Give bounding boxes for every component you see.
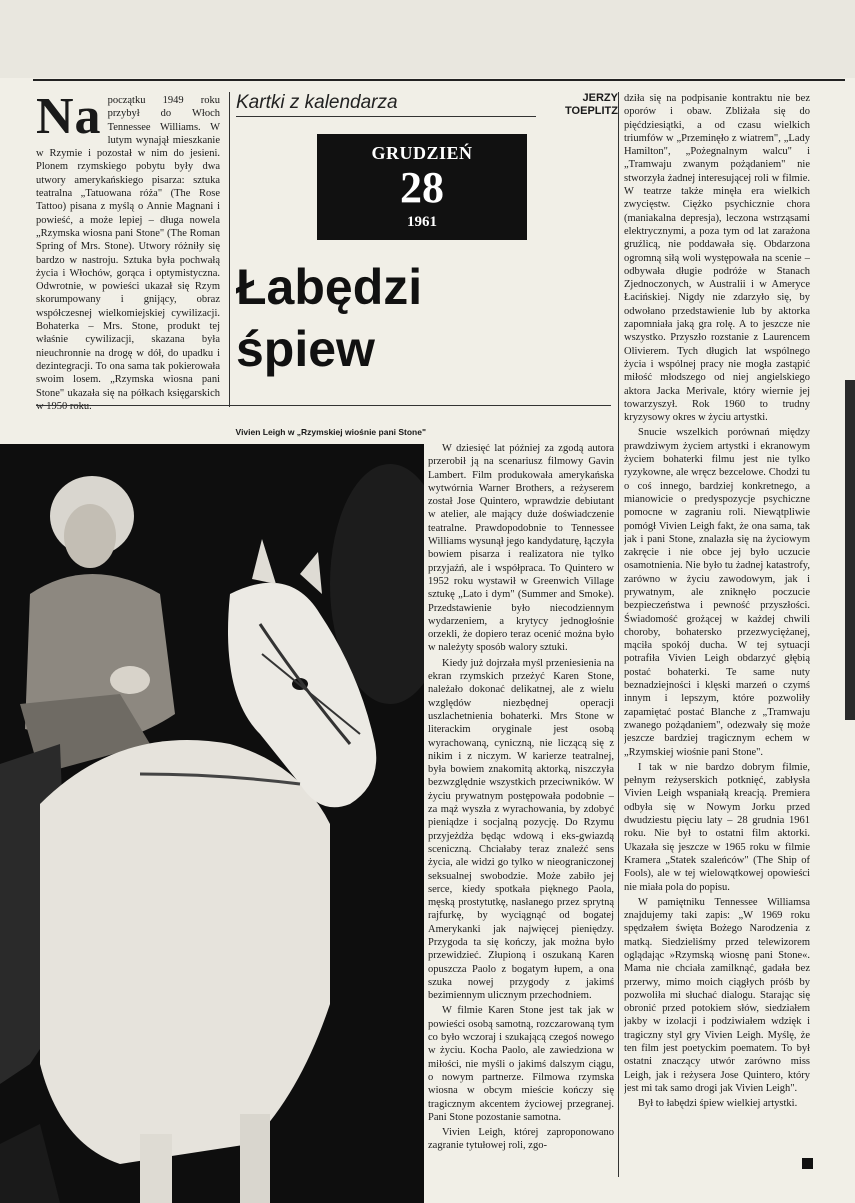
title-line-2: śpiew — [236, 321, 375, 377]
page-top-margin — [0, 0, 855, 78]
section-label: Kartki z kalendarza — [236, 92, 536, 117]
date-box — [317, 134, 527, 240]
header-rule — [33, 79, 845, 81]
date-year: 1961 — [407, 214, 437, 230]
intro-text: początku 1949 roku przybył do Włoch Tennessee Williams. W lutym wynajął mieszkanie w Rzymie i pozostał w nim do jesieni. Plonem rzymskiego pobytu były dwa utwory amerykańskiego pisarza: sztuka teatralna „Tatuowana róża" (The Rose Tattoo) pisana z myślą o Annie Magnani i powieść, a może lepiej – długa nowela „Rzymska wiosna pani Stone" (The Roman Spring of Mrs. Stone). Utwory różniły się bardzo w nastroju. Sztuka była pochwałą życia i Włochów, gorąca i optymistyczna. Odwrotnie, w powieści ukazał się Rzym skorumpowany i gnijący, obraz współczesnej wielkomiejskiej cywilizacji. Bohaterka – Mrs. Stone, produkt tej właśnie cywilizacji, skazana była nieuchronnie na drogę w dół, do upadku i dezintegracji. To ona sama tak pokierowała swoim losem. „Rzymska wiosna pani Stone" ukazała się na półkach księgarskich — [36, 95, 220, 399]
page-edge-strip — [845, 380, 855, 720]
mid-paragraph: W dziesięć lat później za zgodą autora przerobił ją na scenariusz filmowy Gavin Lambert. Film produkowała amerykańska wytwórnia Warner Brothers, a reżyserem został Jose Quintero, wprawdzie debiutant w atelier, ale mający duże doświadczenie teatralne. Prawdopodobnie to Tennessee Williams wysunął jego kandydaturę, łączyła bowiem pisarza i realizatora nie tylko przyjaźń, ale i współpraca. To Quintero w 1952 roku wystawił w Greenwich Village sztukę „Lato i dym" (Summer and Smoke). Przedstawienie było niecodziennym wydarzeniem, a krytycy jednogłośnie orzekli, że dopiero teraz ocenić można było w należyty sposób walory sztuki. — [428, 443, 614, 654]
film-still-photo — [0, 444, 424, 1203]
author-byline: JERZY TOEPLITZ — [565, 92, 618, 117]
title-line-1: Łabędzi — [236, 259, 423, 315]
intro-column — [36, 94, 220, 410]
right-column — [624, 92, 810, 1177]
mid-paragraph: Vivien Leigh, której zaproponowano zagranie tytułowej roli, zgo- — [428, 1127, 614, 1152]
end-of-article-mark — [802, 1158, 813, 1169]
article-title — [236, 256, 566, 380]
right-paragraph: I tak w nie bardzo dobrym filmie, pełnym reżyserskich potknięć, zabłysła Vivien Leigh wspaniałą kreacją. Premiera odbyła się w Nowym Jorku przed dwudziestu pięciu laty – 28 grudnia 1961 roku. Nie był to ostatni film aktorki. Ukazała się jeszcze w 1965 roku w filmie Kramera „Statek szaleńców" (The Ship of Fools), ale w tej wielowątkowej opowieści nie miała pola do popisu. — [624, 761, 810, 893]
photo-caption: Vivien Leigh w „Rzymskiej wiośnie pani Stone" — [235, 427, 426, 437]
right-paragraph: Był to łabędzi śpiew wielkiej artystki. — [638, 1098, 798, 1110]
middle-divider — [618, 92, 619, 1177]
mid-paragraph: W filmie Karen Stone jest tak jak w powieści osobą samotną, rozczarowaną tym co było wczoraj i szukającą czegoś nowego w życiu. Kocha Paolo, ale zawiedziona w miłości, nie myśli o jakimś dalszym ciągu, o nowym partnerze. Filmowa rzymska wiosna w obcym mieście kończy się tragicznym akcentem życiowej przegranej. Pani Stone pozostanie samotna. — [428, 1005, 614, 1123]
date-month: GRUDZIEŃ — [371, 143, 473, 163]
intro-divider — [229, 92, 230, 407]
mid-paragraph: Kiedy już dojrzała myśl przeniesienia na ekran rzymskich przeżyć Karen Stone, należało dokonać delikatnej, ale z wielu względów niezbędnej operacji uszlachetnienia bohaterki. Mrs Stone w literackim oryginale jest osobą wyrachowaną, cyniczną, nie liczącą się z nikim i z niczym. W karierze teatralnej, była bowiem znakomitą aktorką, niszczyła bezwzględnie wszystkich przeciwników. W życiu prywatnym postępowała podobnie – za mąż wyszła z wyrachowania, by zdobyć pieniądze i socjalną pozycję. Do Rzymu przyjeżdża będąc wdową i eks-gwiazdą sceniczną. Chciałaby teraz znaleźć sens życia, ale widzi go tylko w nieograniczonej seksualnej swobodzie. Może zabiło jej serce, kiedy spotkała pięknego Paola, męską prostytutkę, nasłanego przez sprytną rajfurkę, by wyciągnąć od bogatej Amerykanki jak najwięcej pieniędzy. Przygoda ta się kończy, jak można było przewidzieć. Złupioną i oszukaną Karen opuszcza Paolo z bogatym łupem, a ona szuka nowej przygody z jakimś bezimiennym ulicznym przechodniem. — [428, 657, 614, 1002]
right-paragraph: W pamiętniku Tennessee Williamsa znajdujemy taki zapis: „W 1969 roku spędzałem święta Bożego Narodzenia z matką. Siedzieliśmy przed telewizorem oglądając »Rzymską wiosnę pani Stone«. Mama nie chciała zamilknąć, gadała bez przerwy, mimo moich ciągłych próśb by pozwoliła mi słuchać dialogu. Starając się obronić przed potokiem słów, siedziałem jakby w izolacji i podziwiałem wdzięk i tragiczny styl gry Vivien Leigh. Myślę, że ten film jest poetyckim poematem. To był ostatni znaczący utwór zarówno miss Leigh, jak i reżysera Jose Quintero, który jest mi tak samo drogi jak Vivien Leigh". — [624, 896, 810, 1094]
intro-paragraph — [36, 94, 220, 410]
right-paragraph: Snucie wszelkich porównań między prawdziwym życiem artystki i ekranowym życiem bohaterki filmu jest nie tylko ryzykowne, ale wręcz bezcelowe. Chodzi tu o coś innego, bardziej konkretnego, a mianowicie o predyspozycje psychiczne pomocne w zagraniu roli. Niewątpliwie pomógł Vivien Leigh fakt, że ona sama, tak jak i pani Stone, znalazła się na życiowym zakręcie i nie obce jej było uczucie osamotnienia. Nie było tu żadnej katastrofy, zarówno w życiu zawodowym, jak i prywatnym, ale zniknęło poczucie bezpieczeństwa i pewność przyszłości. Świadomość grożącej w każdej chwili choroby, bohatersko przezwyciężanej, mąciła spokój ducha. W tej sytuacji potrafiła Vivien Leigh obdarzyć głębią postać bohaterki. Te same nuty beznadziejności i klęski marzeń o czymś innym i lepszym, które pozwoliły zapamiętać postać Blanche z „Tramwaju zwanego pożądaniem", odezwały się może jeszcze bardziej tragicznym echem w „Rzymskiej wiośnie pani Stone". — [624, 427, 810, 758]
dropcap: Na — [36, 94, 102, 145]
middle-column — [428, 442, 614, 1177]
film-still-illustration — [0, 444, 424, 1203]
date-day: 28 — [400, 163, 444, 212]
right-paragraph: dziła się na podpisanie kontraktu nie bez oporów i obaw. Zbliżała się do pięćdziesiątki, a od czasu wielkich triumfów w „Przeminęło z wiatrem", „Lady Hamilton", „Pożegnalnym walcu" i „Tramwaju zwanym pożądaniem" nie stworzyła żadnej interesującej roli w filmie. W teatrze także minęła era wielkich zwycięstw. Ciężko psychicznie chora (maniakalna depresja), leczona wstrząsami elektrycznymi, a poza tym od lat zarażona gruźlicą, nie poddawała się. Obdarzona ogromną siłą woli występowała na scenie – odbywała długie podróże w Stanach Zjednoczonych, w Australii i w Ameryce Łacińskiej. Nigdy nie zdarzyło się, by odwołano przedstawienie lub by aktorka zapomniała jaką gra rolę. A to jeszcze nie wszystko. Przyszło rozstanie z Laurencem Olivierem. Tych długich lat wspólnego życia i wspólnej pracy nie mogła zastąpić miłość młodszego od niej angielskiego aktora Jacka Merivale, który wiernie jej towarzyszył. Rok 1960 to trudny kryzysowy okres w życiu artystki. — [624, 93, 810, 424]
intro-bottom-rule — [36, 405, 611, 406]
